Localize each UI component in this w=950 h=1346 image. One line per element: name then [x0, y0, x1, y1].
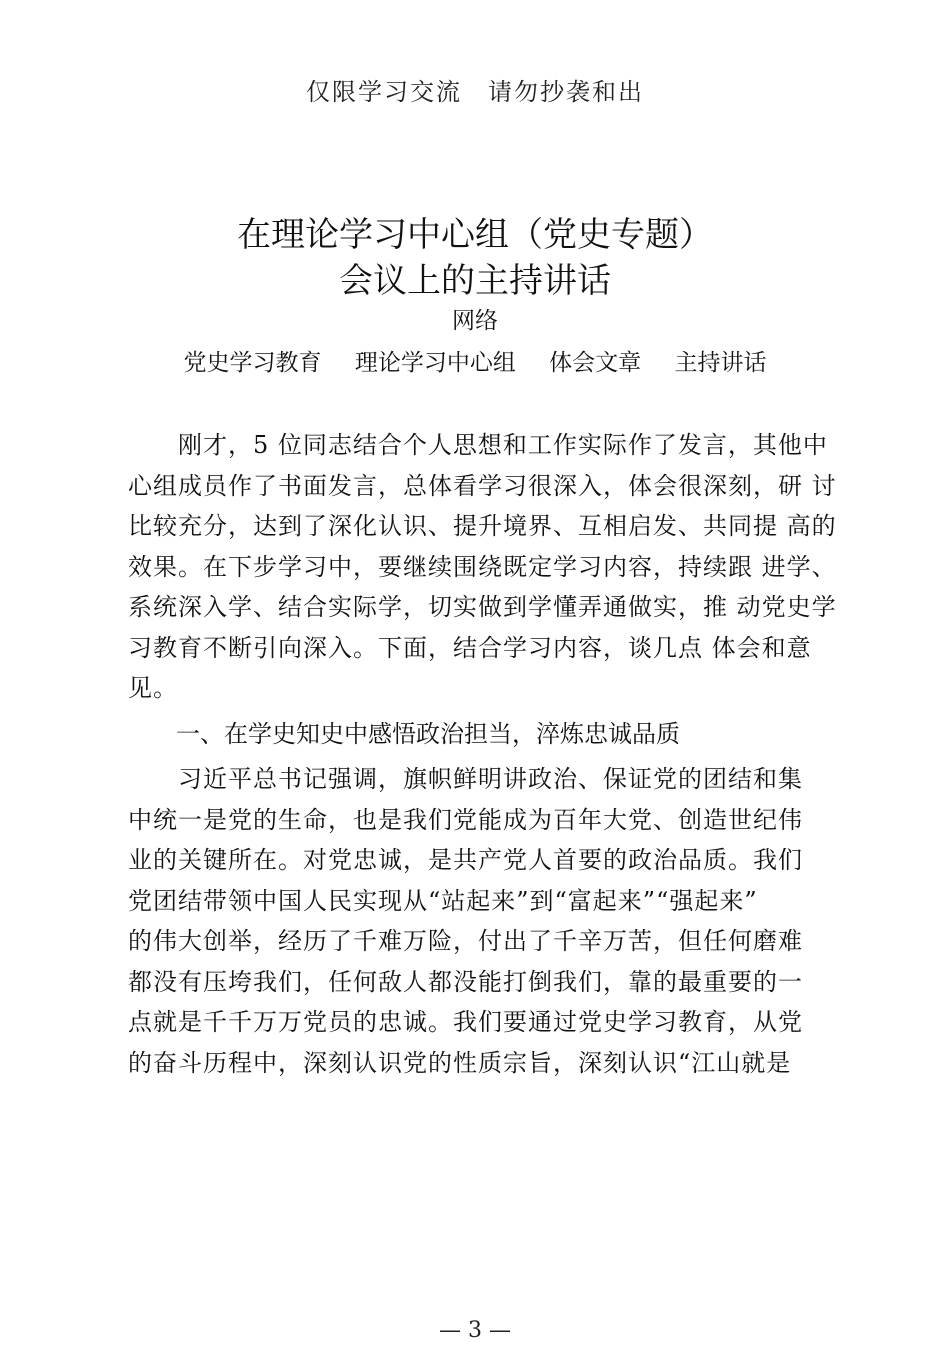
paragraph-line: 比较充分，达到了深化认识、提升境界、互相启发、共同提 高的 — [128, 512, 837, 540]
paragraph-line: 点就是千千万万党员的忠诚。我们要通过党史学习教育，从党 — [128, 1008, 803, 1036]
paragraph-line: 效果。在下步学习中，要继续围绕既定学习内容，持续跟 进学、 — [128, 552, 837, 581]
paragraph-line: 业的关键所在。对党忠诚，是共产党人首要的政治品质。我们 — [128, 846, 803, 874]
keyword: 体会文章 — [549, 350, 642, 376]
keyword: 理论学习中心组 — [354, 350, 516, 376]
keywords-line — [0, 345, 950, 381]
page-number: — 3 — — [439, 1318, 511, 1343]
paragraph-line: 习教育不断引向深入。下面，结合学习内容，谈几点 体会和意 — [128, 633, 812, 662]
paragraph-line: 中统一是党的生命，也是我们党能成为百年大党、创造世纪伟 — [128, 805, 803, 834]
paragraph-intro — [128, 425, 837, 709]
paragraph-line: 见。 — [128, 674, 178, 702]
paragraph-line: 刚才，5 位同志结合个人思想和工作实际作了发言，其他中 — [128, 431, 828, 459]
author-line: 网络 — [452, 308, 498, 334]
document-title — [0, 212, 950, 304]
title-line-2: 会议上的主持讲话 — [339, 261, 611, 301]
paragraph-line: 的奋斗历程中，深刻认识党的性质宗旨，深刻认识“江山就是 — [128, 1048, 792, 1077]
paragraph-line: 心组成员作了书面发言，总体看学习很深入，体会很深刻，研 讨 — [128, 471, 837, 500]
paragraph-line: 习近平总书记强调，旗帜鲜明讲政治、保证党的团结和集 — [128, 765, 803, 793]
paragraph-line: 都没有压垮我们，任何敌人都没能打倒我们，靠的最重要的一 — [128, 967, 803, 996]
keyword: 主持讲话 — [674, 350, 767, 376]
paragraph-line: 的伟大创举，经历了千难万险，付出了千辛万苦，但任何磨难 — [128, 927, 803, 955]
paragraph-line: 系统深入学、结合实际学，切实做到学懂弄通做实，推 动党史学 — [128, 593, 837, 621]
title-line-1: 在理论学习中心组（党史专题） — [237, 215, 713, 255]
section-heading: 一、在学史知史中感悟政治担当，淬炼忠诚品质 — [176, 720, 680, 748]
paragraph-section-1 — [128, 759, 828, 1083]
keyword: 党史学习教育 — [183, 350, 322, 376]
header-watermark-note: 仅限学习交流 请勿抄袭和出 — [306, 78, 644, 106]
paragraph-line: 党团结带领中国人民实现从“站起来”到“富起来”“强起来” — [128, 886, 758, 915]
